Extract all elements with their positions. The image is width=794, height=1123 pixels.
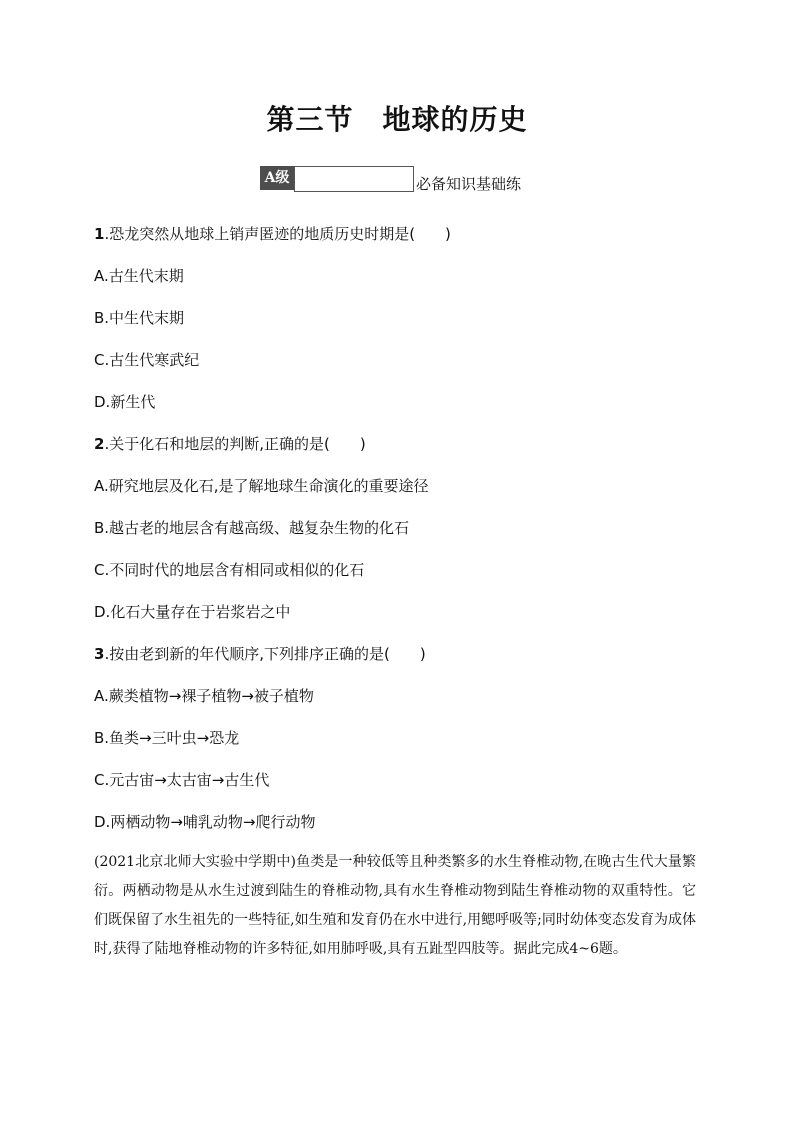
level-label: 必备知识基础练	[416, 175, 522, 193]
level-header	[260, 164, 521, 192]
option-a: A.古生代末期	[94, 267, 184, 285]
question-stem	[94, 223, 704, 265]
level-score-box	[294, 166, 414, 192]
question-stem	[94, 433, 704, 475]
question-number: 1	[94, 225, 105, 243]
question-stem	[94, 643, 704, 685]
option-d: D.化石大量存在于岩浆岩之中	[94, 603, 291, 621]
option-c: C.元古宙→太古宙→古生代	[94, 771, 270, 789]
question-number: 3	[94, 645, 105, 663]
option-a: A.蕨类植物→裸子植物→被子植物	[94, 687, 314, 705]
question-text: .按由老到新的年代顺序,下列排序正确的是( )	[104, 645, 426, 663]
question-text: .恐龙突然从地球上销声匿迹的地质历史时期是( )	[104, 225, 451, 243]
question-list	[94, 223, 704, 853]
question-number: 2	[94, 435, 105, 453]
option-b: B.鱼类→三叶虫→恐龙	[94, 729, 240, 747]
option-b: B.中生代末期	[94, 309, 185, 327]
reading-passage: (2021北京北师大实验中学期中)鱼类是一种较低等且种类繁多的水生脊椎动物,在晚古生代大量繁衍。两栖动物是从水生过渡到陆生的脊椎动物,具有水生脊椎动物到陆生脊椎动物的双重特性。它们既保留了水生祖先的一些特征,如生殖和发育仍在水中进行,用鳃呼吸等;同时幼体变态发育为成体时,获得了陆地脊椎动物的许多特征,如用肺呼吸,具有五趾型四肢等。据此完成4~6题。	[94, 854, 696, 957]
option-c: C.不同时代的地层含有相同或相似的化石	[94, 561, 365, 579]
option-b: B.越古老的地层含有越高级、越复杂生物的化石	[94, 519, 410, 537]
page-title: 第三节 地球的历史	[266, 103, 528, 136]
option-d: D.新生代	[94, 393, 156, 411]
question-text: .关于化石和地层的判断,正确的是( )	[104, 435, 366, 453]
level-badge: A级	[260, 166, 294, 190]
option-a: A.研究地层及化石,是了解地球生命演化的重要途径	[94, 477, 429, 495]
option-c: C.古生代寒武纪	[94, 351, 200, 369]
option-d: D.两栖动物→哺乳动物→爬行动物	[94, 813, 316, 831]
